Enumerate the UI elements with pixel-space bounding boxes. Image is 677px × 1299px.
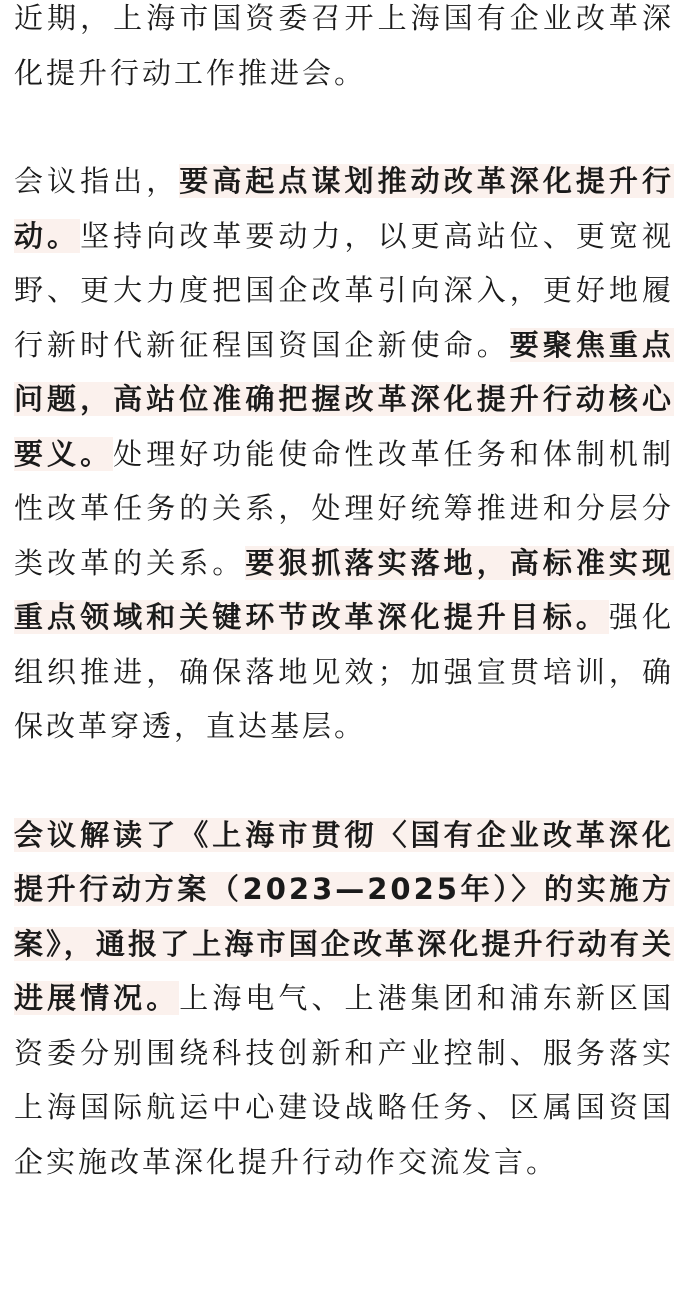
highlighted-text: 会议解读了《上海市贯彻〈国有企业改革深化提升行动方案（2023—2025年）〉的实施方案》，通报了上海市国企改革深化提升行动有关进展情况。: [14, 817, 674, 1015]
paragraph-meeting-points: [14, 154, 674, 754]
highlighted-text: 要聚焦重点问题，高站位准确把握改革深化提升行动核心要义。: [14, 327, 674, 471]
text-segment: 处理好功能使命性改革任务和体制机制性改革任务的关系，处理好统筹推进和分层分类改革的关系。: [14, 436, 674, 580]
text-segment: 会议指出，: [14, 164, 180, 198]
highlighted-text: 要高起点谋划推动改革深化提升行动。: [14, 164, 674, 253]
paragraph-meeting-report: [14, 808, 674, 1190]
text-segment: 坚持向改革要动力，以更高站位、更宽视野、更大力度把国企改革引向深入，更好地履行新时代新征程国资国企新使命。: [14, 218, 674, 362]
paragraph-intro: [14, 0, 674, 100]
text-segment: 上海电气、上港集团和浦东新区国资委分别围绕科技创新和产业控制、服务落实上海国际航运中心建设战略任务、区属国资国企实施改革深化提升行动作交流发言。: [14, 981, 674, 1179]
highlighted-text: 要狠抓落实落地，高标准实现重点领域和关键环节改革深化提升目标。: [14, 545, 674, 634]
text-segment: 强化组织推进，确保落地见效；加强宣贯培训，确保改革穿透，直达基层。: [14, 600, 674, 743]
article-body: [14, 0, 674, 1189]
text-segment: 近期，上海市国资委召开上海国有企业改革深化提升行动工作推进会。: [14, 1, 674, 90]
